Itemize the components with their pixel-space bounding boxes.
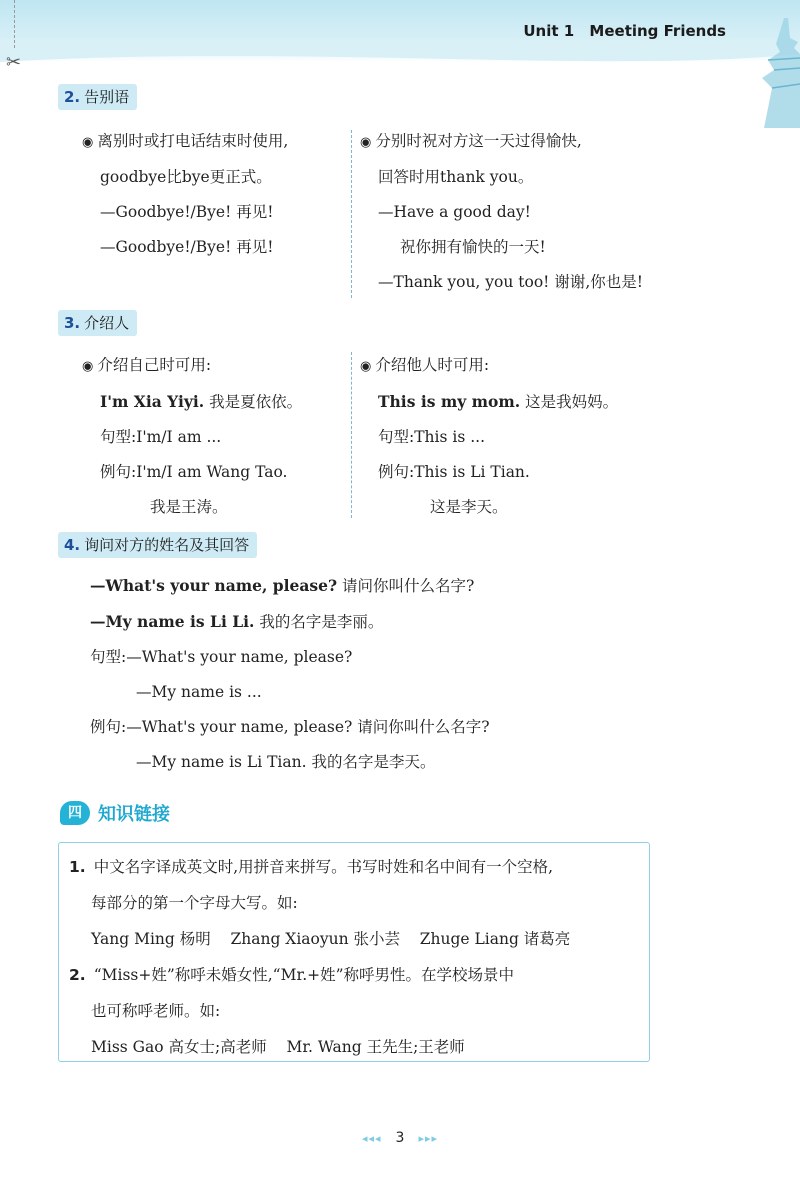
- section-2-left-note-2: goodbye比bye更正式。: [100, 168, 272, 186]
- section-2-right-note-1: 分别时祝对方这一天过得愉快,: [375, 132, 582, 150]
- section-2-left-column: [82, 124, 288, 265]
- section-2-left-example-2: —Goodbye!/Bye! 再见!: [100, 238, 274, 256]
- header-wave: [0, 40, 800, 80]
- section-2-left-note-1: 离别时或打电话结束时使用,: [97, 132, 289, 150]
- section-4-heading: [58, 532, 257, 558]
- section-3-left-sample-cn: 我是王涛。: [150, 498, 228, 516]
- knowledge-item-2-line-2: 也可称呼老师。如:: [91, 1002, 221, 1020]
- section-3-right-note: 介绍他人时可用:: [375, 356, 490, 374]
- right-arrows-icon: ▸▸▸: [418, 1132, 439, 1145]
- knowledge-item-1-examples: Yang Ming 杨明 Zhang Xiaoyun 张小芸 Zhuge Liang 诸葛亮: [91, 930, 571, 948]
- section-2-right-note-2: 回答时用thank you。: [378, 168, 534, 186]
- section-3-right-column: [360, 348, 618, 525]
- cut-line: [14, 0, 15, 48]
- section-4-title: 询问对方的姓名及其回答: [84, 536, 250, 554]
- knowledge-item-2-number: 2.: [69, 966, 86, 984]
- bullet-icon: ◉: [82, 359, 94, 374]
- section-2-number: 2.: [64, 88, 81, 106]
- section-4-sample-1: 例句:—What's your name, please? 请问你叫什么名字?: [90, 718, 490, 736]
- section-2-right-example-1-cn: 祝你拥有愉快的一天!: [400, 238, 546, 256]
- scissors-icon: ✂: [6, 52, 22, 73]
- section-3-number: 3.: [64, 314, 81, 332]
- section-3-right-sample: 例句:This is Li Tian.: [378, 463, 530, 481]
- section-2-right-example-2: —Thank you, you too! 谢谢,你也是!: [378, 273, 643, 291]
- section-4-body: [90, 568, 490, 780]
- section-2-right-column: [360, 124, 643, 300]
- page-footer: [0, 1130, 800, 1146]
- knowledge-badge: 四: [60, 801, 90, 825]
- section-2-left-example-1: —Goodbye!/Bye! 再见!: [100, 203, 274, 221]
- section-4-pattern-1: 句型:—What's your name, please?: [90, 648, 353, 666]
- page-number: 3: [395, 1130, 405, 1146]
- section-4-question: —What's your name, please?: [90, 576, 338, 595]
- section-2-heading: [58, 84, 137, 110]
- knowledge-box: [58, 842, 650, 1062]
- section-3-heading: [58, 310, 137, 336]
- section-3-right-example-cn: 这是我妈妈。: [525, 393, 619, 411]
- knowledge-item-2-line-1: “Miss+姓”称呼未婚女性,“Mr.+姓”称呼男性。在学校场景中: [93, 966, 515, 984]
- section-3-right-sample-cn: 这是李天。: [430, 498, 508, 516]
- section-3-left-example-cn: 我是夏依依。: [209, 393, 303, 411]
- unit-header: [523, 22, 726, 40]
- knowledge-title: 知识链接: [98, 804, 170, 825]
- section-3-left-example: I'm Xia Yiyi.: [100, 392, 205, 411]
- section-3-right-pattern: 句型:This is ...: [378, 428, 486, 446]
- section-3-divider: [351, 352, 352, 518]
- bullet-icon: ◉: [360, 359, 372, 374]
- knowledge-item-1-number: 1.: [69, 858, 86, 876]
- bullet-icon: ◉: [360, 135, 372, 150]
- knowledge-item-1-line-1: 中文名字译成英文时,用拼音来拼写。书写时姓和名中间有一个空格,: [93, 858, 554, 876]
- section-3-left-pattern: 句型:I'm/I am ...: [100, 428, 222, 446]
- left-arrows-icon: ◂◂◂: [361, 1132, 382, 1145]
- tower-illustration-icon: [754, 18, 800, 128]
- section-4-answer-cn: 我的名字是李丽。: [259, 613, 384, 631]
- bullet-icon: ◉: [82, 135, 94, 150]
- unit-title: Meeting Friends: [589, 22, 726, 40]
- section-2-title: 告别语: [84, 88, 130, 106]
- section-2-right-example-1: —Have a good day!: [378, 203, 531, 221]
- section-3-left-column: [82, 348, 302, 525]
- section-4-number: 4.: [64, 536, 81, 554]
- section-3-left-sample: 例句:I'm/I am Wang Tao.: [100, 463, 288, 481]
- section-4-sample-2: —My name is Li Tian. 我的名字是李天。: [136, 753, 436, 771]
- section-4-pattern-2: —My name is ...: [136, 683, 262, 701]
- section-3-title: 介绍人: [84, 314, 130, 332]
- section-3-right-example: This is my mom.: [378, 392, 521, 411]
- section-4-answer: —My name is Li Li.: [90, 612, 255, 631]
- knowledge-item-2-examples: Miss Gao 高女士;高老师 Mr. Wang 王先生;王老师: [91, 1038, 465, 1056]
- section-3-left-note: 介绍自己时可用:: [97, 356, 212, 374]
- knowledge-heading: [60, 800, 170, 828]
- knowledge-item-1-line-2: 每部分的第一个字母大写。如:: [91, 894, 298, 912]
- section-4-question-cn: 请问你叫什么名字?: [342, 577, 475, 595]
- unit-number: Unit 1: [523, 22, 575, 40]
- section-2-divider: [351, 130, 352, 298]
